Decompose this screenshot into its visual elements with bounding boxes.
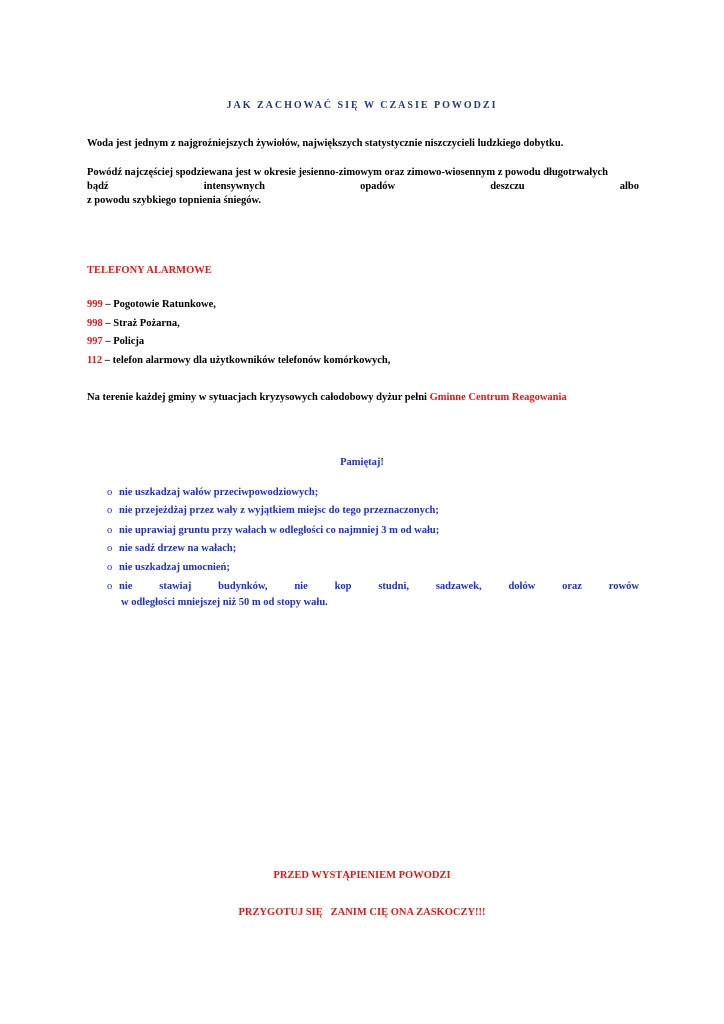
- flood-season-line-3: z powodu szybkiego topnienia śniegów.: [87, 195, 262, 206]
- bullet-circle-icon: o: [107, 487, 113, 498]
- page-title: JAK ZACHOWAĆ SIĘ W CZASIE POWODZI: [226, 100, 498, 111]
- word: studni,: [378, 581, 409, 592]
- phone-label: – Pogotowie Ratunkowe,: [102, 299, 216, 310]
- word: nie: [294, 581, 308, 592]
- phone-number: 998: [87, 318, 103, 329]
- word: stawiaj: [159, 581, 192, 592]
- bullet-circle-icon: o: [107, 562, 113, 573]
- intro-paragraph: Woda jest jednym z najgroźniejszych żywiołów, największych statystycznie niszczycieli ludzkiego dobytku.: [87, 138, 564, 149]
- bullet-circle-icon: o: [107, 543, 113, 554]
- footer-prepare: PRZYGOTUJ SIĘ ZANIM CIĘ ONA ZASKOCZY!!!: [238, 907, 486, 918]
- alarm-phones-heading: TELEFONY ALARMOWE: [87, 265, 212, 276]
- phone-label: – Policja: [102, 336, 145, 347]
- bullet-circle-icon: o: [107, 525, 113, 536]
- remember-heading: Pamiętaj!: [340, 457, 384, 468]
- flood-season-line-2: [87, 180, 639, 194]
- list-item: [107, 525, 639, 536]
- list-item: [107, 562, 639, 573]
- phone-number: 999: [87, 299, 103, 310]
- word: dołów: [508, 581, 536, 592]
- word: sadzawek,: [435, 581, 482, 592]
- phone-label: – Straż Pożarna,: [102, 318, 180, 329]
- flood-season-line-1: Powódź najczęściej spodziewana jest w okresie jesienno-zimowym oraz zimowo-wiosennym z powodu długotrwałych: [87, 167, 608, 178]
- phone-label: – telefon alarmowy dla użytkowników telefonów komórkowych,: [102, 355, 391, 366]
- crisis-center-paragraph: [87, 391, 639, 405]
- footer-before-flood: PRZED WYSTĄPIENIEM POWODZI: [273, 870, 451, 881]
- phone-entry: [87, 355, 390, 366]
- word: rowów: [608, 581, 639, 592]
- list-item-text: nie uszkadzaj wałów przeciwpowodziowych;: [119, 487, 319, 498]
- list-item-text: nie sadź drzew na wałach;: [119, 543, 237, 554]
- list-item: [107, 581, 639, 608]
- phone-entry: [87, 336, 144, 347]
- phone-entry: [87, 299, 216, 310]
- word: albo: [619, 181, 639, 192]
- word: nie: [119, 581, 133, 592]
- crisis-center-text: Na terenie każdej gminy w sytuacjach kryzysowych całodobowy dyżur pełni: [87, 392, 430, 403]
- bullet-circle-icon: o: [107, 505, 113, 516]
- word: deszczu: [490, 181, 525, 192]
- list-item-text: nie przejeżdżaj przez wały z wyjątkiem miejsc do tego przeznaczonych;: [119, 505, 439, 516]
- phone-number: 997: [87, 336, 103, 347]
- list-item-text: nie uszkadzaj umocnień;: [119, 562, 230, 573]
- word: intensywnych: [203, 181, 265, 192]
- list-item: [107, 505, 639, 516]
- word: oraz: [562, 581, 582, 592]
- flood-season-paragraph: [87, 166, 639, 208]
- word: bądź: [87, 181, 109, 192]
- crisis-center-name: Gminne Centrum Reagowania: [429, 392, 567, 403]
- list-item: [107, 543, 639, 554]
- word: budynków,: [218, 581, 268, 592]
- list-item-line-1: [119, 581, 639, 592]
- word: opadów: [360, 181, 396, 192]
- list-item-line-2: w odległości mniejszej niż 50 m od stopy wału.: [121, 597, 328, 608]
- bullet-circle-icon: o: [107, 581, 113, 592]
- list-item-text: nie uprawiaj gruntu przy wałach w odległości co najmniej 3 m od wału;: [119, 525, 440, 536]
- phone-entry: [87, 318, 180, 329]
- word: kop: [334, 581, 352, 592]
- phone-number: 112: [87, 355, 103, 366]
- list-item: [107, 487, 639, 498]
